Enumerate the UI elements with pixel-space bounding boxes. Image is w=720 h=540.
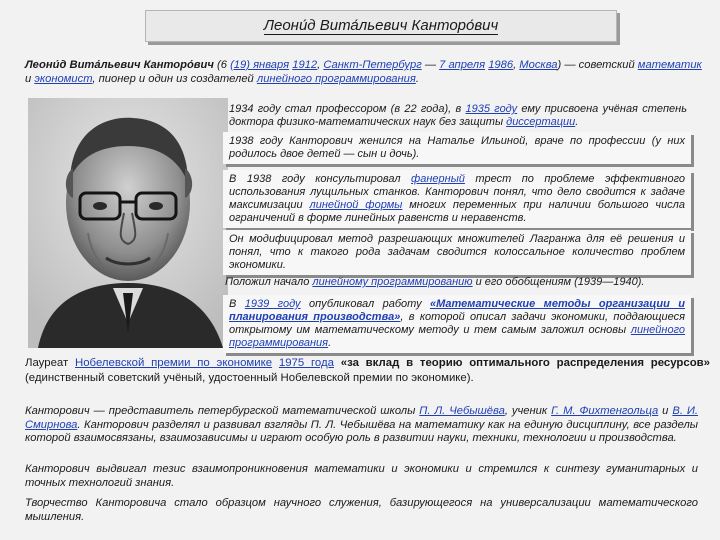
block-text: и его обобщениям (1939—1940). xyxy=(472,276,645,288)
link-death-place[interactable]: Москва xyxy=(519,59,558,71)
link-1975[interactable]: 1975 года xyxy=(278,357,334,369)
block-text: 1934 году стал профессором (в 22 года), в xyxy=(229,103,466,115)
link-plywood[interactable]: фанерный xyxy=(411,173,465,185)
link-economist[interactable]: экономист xyxy=(34,73,93,85)
intro-text: , пионер и один из создателей xyxy=(92,73,257,85)
title-box xyxy=(145,10,617,42)
link-work-title[interactable]: «Математические методы организации и планирования производства» xyxy=(229,298,685,323)
intro-paragraph xyxy=(25,58,710,86)
block-text: В xyxy=(229,298,245,310)
block-text: , в которой описал задачи экономики, поддающиеся открытому им математическому методу и тем самым заложил основы xyxy=(229,311,686,336)
nobel-citation: «за вклад в теорию оптимального распределения ресурсов» xyxy=(333,357,710,369)
link-1935[interactable]: 1935 году xyxy=(465,103,518,115)
link-dissertation[interactable]: диссертации xyxy=(506,116,576,128)
biography-panel xyxy=(223,96,718,356)
block-text: Положил начало xyxy=(225,276,313,288)
block-professor xyxy=(223,100,693,132)
block-publication xyxy=(223,295,691,353)
link-birth-place[interactable]: Санкт-Петербург xyxy=(323,59,422,71)
para-text: Канторович — представитель петербургской математической школы xyxy=(25,405,420,417)
link-death-year[interactable]: 1986 xyxy=(488,59,514,71)
block-lagrange xyxy=(223,230,691,275)
link-birth-date[interactable]: (19) января xyxy=(230,59,290,71)
paragraph-thesis: Канторович выдвигал тезис взаимопроникновения математики и экономики и стремился к синтезу гуманитарных и точных технологий знания. xyxy=(25,463,698,489)
block-text: ему присвоена учёная степень доктора физико-математических наук без защиты xyxy=(229,103,687,128)
intro-text: (6 xyxy=(213,59,231,71)
portrait-photo xyxy=(28,98,228,348)
block-marriage xyxy=(223,132,691,164)
block-plywood xyxy=(223,170,691,228)
link-linear-form[interactable]: линейной формы xyxy=(309,199,403,211)
block-text: . xyxy=(328,337,332,349)
intro-text: — xyxy=(421,59,440,71)
para-text: и xyxy=(658,405,673,417)
link-death-date[interactable]: 7 апреля xyxy=(439,59,486,71)
para-text: . Канторович разделял и развивал взгляды П. Л. Чебышёва на математику как на единую дисциплину, все разделы которой взаимосвязаны, взаимозависимы и играют особую роль в развитии науки, техники, технологии и производства. xyxy=(25,418,698,444)
laureate-text: (единственный советский учёный, удостоенный Нобелевской премии по экономике). xyxy=(25,371,474,384)
nobel-laureate xyxy=(25,356,710,385)
laureate-text: Лауреат xyxy=(25,357,75,369)
link-lp-2[interactable]: линейного программирования xyxy=(229,324,685,349)
block-text: 1938 году Канторович женился на Наталье Ильиной, враче по профессии (у них родилось двое детей — сын и дочь). xyxy=(229,135,685,160)
link-fichtenholz[interactable]: Г. М. Фихтенгольца xyxy=(551,405,659,417)
link-smirnov[interactable]: В. И. Смирнова xyxy=(25,405,698,431)
link-chebyshev[interactable]: П. Л. Чебышёва xyxy=(419,405,505,417)
para-text: , ученик xyxy=(504,405,552,417)
block-lp-start xyxy=(219,273,716,292)
intro-text: . xyxy=(415,73,419,85)
page-title: Леони́д Вита́льевич Канторо́вич xyxy=(263,17,499,34)
paragraph-school xyxy=(25,405,698,446)
intro-text: ) — советский xyxy=(557,59,638,71)
block-text: . xyxy=(575,116,579,128)
link-birth-year[interactable]: 1912 xyxy=(292,59,318,71)
block-text: трест по проблеме эффективного использования лущильных станков. Канторович понял, что дело сводится к задаче максимизации xyxy=(229,173,685,211)
intro-text: и xyxy=(25,73,35,85)
link-1939[interactable]: 1939 году xyxy=(244,298,301,310)
block-text: опубликовал работу xyxy=(300,298,431,310)
intro-text: , xyxy=(513,59,520,71)
link-lp[interactable]: линейному программированию xyxy=(312,276,473,288)
link-mathematician[interactable]: математик xyxy=(637,59,702,71)
portrait-icon xyxy=(28,98,228,348)
block-text: Он модифицировал метод разрешающих множителей Лагранжа для её решения и понял, что к такого рода задачам сводится колоссальное количество проблем экономики. xyxy=(229,233,685,271)
block-text: многих переменных при наличии большого числа ограничений в форме линейных равенств и неравенств. xyxy=(229,199,686,224)
paragraph-legacy: Творчество Канторовича стало образцом научного служения, базирующегося на универсализации математического мышления. xyxy=(25,497,698,523)
intro-text: , xyxy=(317,59,324,71)
link-nobel-prize[interactable]: Нобелевской премии по экономике xyxy=(75,357,273,369)
person-name: Леони́д Вита́льевич Канторо́вич xyxy=(25,59,214,71)
link-linear-programming[interactable]: линейного программирования xyxy=(256,73,416,85)
laureate-text xyxy=(272,357,279,369)
block-text: В 1938 году консультировал xyxy=(229,173,412,185)
